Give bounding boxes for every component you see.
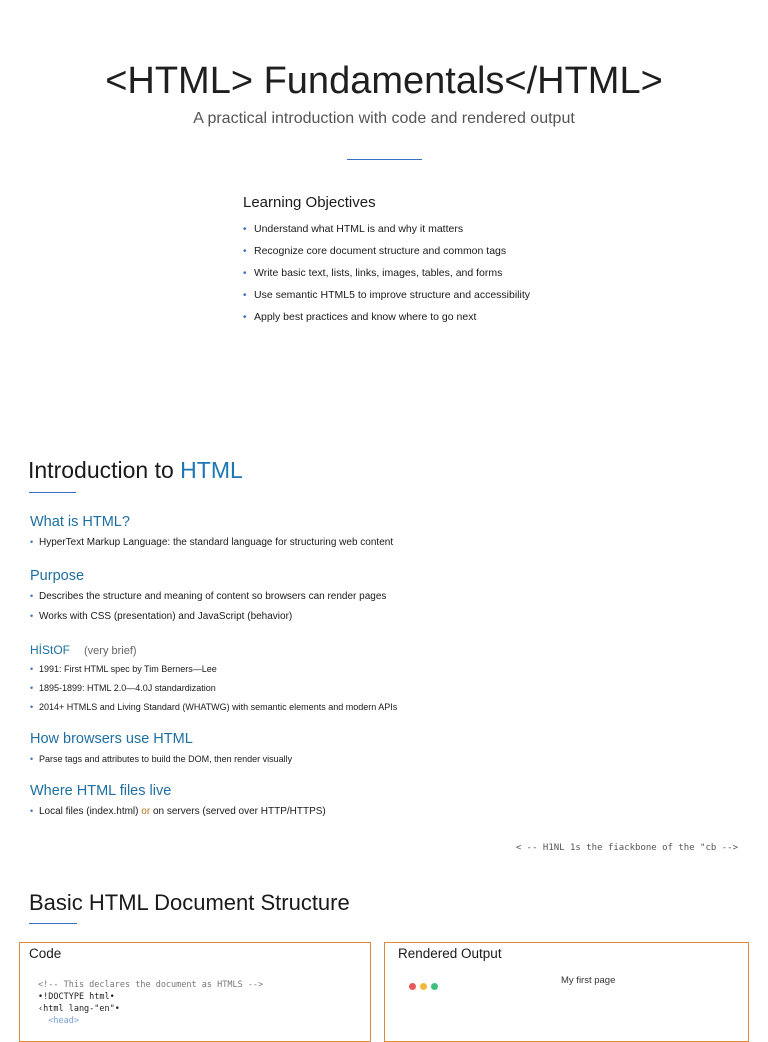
list-item: • Recognize core document structure and common tags xyxy=(243,240,723,262)
list-item: • Apply best practices and know where to go next xyxy=(243,306,723,328)
section-heading-history: HİStOF (very brief) xyxy=(30,643,137,657)
rendered-page-title: My first page xyxy=(561,975,616,986)
list-item: • Parse tags and attributes to build the DOM, then render visually xyxy=(30,749,750,769)
section-list-files xyxy=(30,801,750,821)
bullet-icon: • xyxy=(30,537,34,547)
list-item: • Write basic text, lists, links, images, tables, and forms xyxy=(243,262,723,284)
window-controls xyxy=(409,977,442,995)
code-block xyxy=(38,979,263,1027)
section-list-browsers xyxy=(30,749,750,769)
output-panel-label: Rendered Output xyxy=(398,946,502,961)
history-note: (very brief) xyxy=(84,645,137,657)
code-panel xyxy=(19,942,371,1042)
output-panel xyxy=(384,942,749,1042)
list-item: • Understand what HTML is and why it matters xyxy=(243,218,723,240)
list-item: • 1991: First HTML spec by Tim Berners—Lee xyxy=(30,660,750,679)
structure-divider xyxy=(29,923,77,924)
code-line-head: <head> xyxy=(38,1016,79,1026)
bullet-icon: • xyxy=(243,246,247,257)
learning-objectives xyxy=(243,194,723,328)
section-heading-files: Where HTML files live xyxy=(30,783,172,799)
structure-title: Basic HTML Document Structure xyxy=(29,890,350,915)
code-line-comment: <!-- This declares the document as HTMLS --> xyxy=(38,980,264,990)
bullet-icon: • xyxy=(243,290,247,301)
bullet-icon: • xyxy=(30,806,34,816)
intro-body xyxy=(30,512,750,821)
section-heading-what: What is HTML? xyxy=(30,514,130,530)
presentation-title: <HTML> Fundamentals</HTML> xyxy=(105,60,663,102)
bullet-icon: • xyxy=(243,224,247,235)
footer-code-comment: < -- H1NL 1s the fiackbone of the "cb --> xyxy=(515,843,738,853)
objectives-list xyxy=(243,218,723,328)
bullet-icon: • xyxy=(30,591,34,601)
section-heading-purpose: Purpose xyxy=(30,568,85,584)
list-item: • Describes the structure and meaning of content so browsers can render pages xyxy=(30,586,750,606)
code-line-doctype: •!DOCTYPE html• xyxy=(38,992,115,1002)
section-list-purpose xyxy=(30,586,750,626)
code-panel-label: Code xyxy=(29,946,62,961)
bullet-icon: • xyxy=(30,702,34,712)
list-item: • HyperText Markup Language: the standard language for structuring web content xyxy=(30,532,750,552)
intro-title-accent: HTML xyxy=(180,457,243,483)
bullet-icon: • xyxy=(30,754,34,764)
list-item: • Works with CSS (presentation) and JavaScript (behavior) xyxy=(30,606,750,626)
list-item: • Local files (index.html) or on servers (served over HTTP/HTTPS) xyxy=(30,801,750,821)
bullet-icon: • xyxy=(30,611,34,621)
list-item: • 1895-1899: HTML 2.0—4.0J standardization xyxy=(30,679,750,698)
title-divider xyxy=(347,159,422,160)
bullet-icon: • xyxy=(30,664,34,674)
bullet-icon: • xyxy=(30,683,34,693)
intro-title: Introduction to HTML xyxy=(28,457,243,483)
bullet-icon: • xyxy=(243,268,247,279)
bullet-icon: • xyxy=(243,312,247,323)
close-dot-icon xyxy=(409,983,416,990)
presentation-subtitle: A practical introduction with code and rendered output xyxy=(193,110,575,127)
minimize-dot-icon xyxy=(420,983,427,990)
list-item: • Use semantic HTML5 to improve structure and accessibility xyxy=(243,284,723,306)
intro-divider xyxy=(29,492,76,493)
section-heading-browsers: How browsers use HTML xyxy=(30,731,193,747)
objectives-heading: Learning Objectives xyxy=(243,194,376,211)
section-list-what xyxy=(30,532,750,552)
maximize-dot-icon xyxy=(431,983,438,990)
code-line-html: ‹html lang-"en"• xyxy=(38,1004,120,1014)
or-keyword: or xyxy=(141,806,151,817)
list-item: • 2014+ HTMLS and Living Standard (WHATWG) with semantic elements and modern APIs xyxy=(30,698,750,717)
section-list-history xyxy=(30,660,750,717)
